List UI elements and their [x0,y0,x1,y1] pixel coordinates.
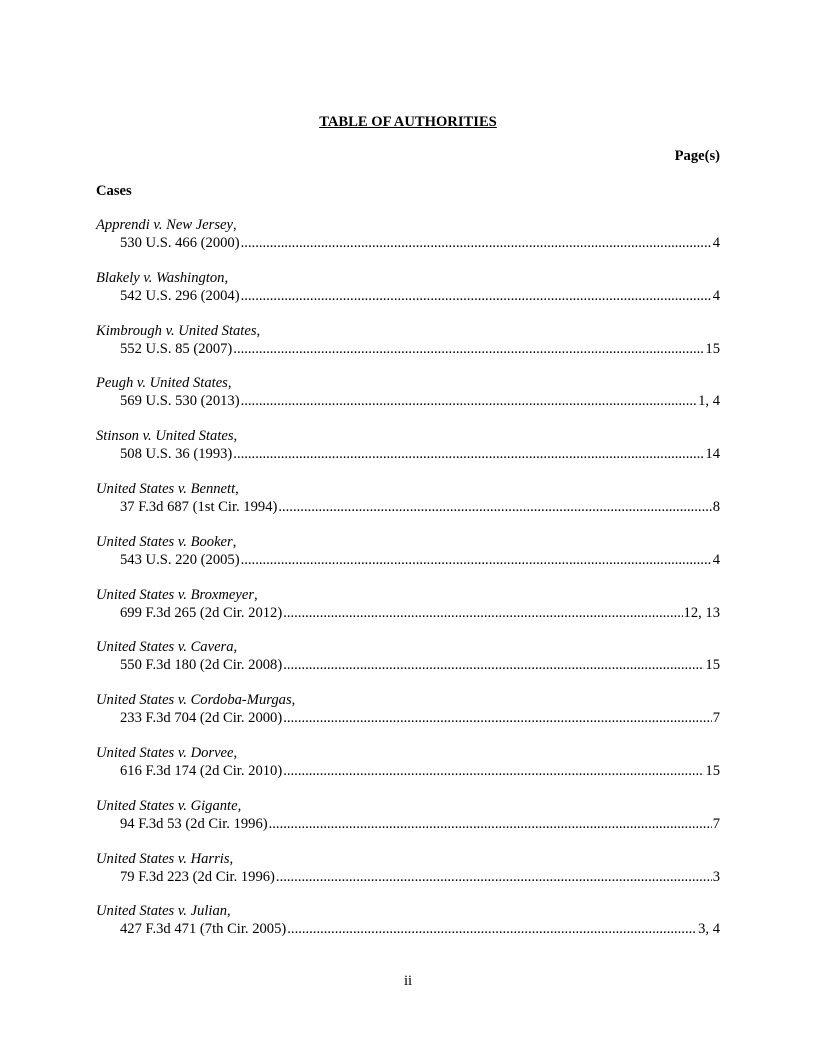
case-name: United States v. Cordoba-Murgas [96,692,292,709]
citation: 37 F.3d 687 (1st Cir. 1994) [120,498,278,515]
page-references: 3, 4 [698,921,720,938]
citation-line [96,498,720,516]
case-name: Kimbrough v. United States [96,322,257,339]
authority-entry [96,269,720,322]
page-references: 4 [712,235,720,251]
dot-leader [283,709,711,727]
citation: 543 U.S. 220 (2005) [120,551,240,568]
case-name-line: Blakely v. Washington, [96,269,229,286]
authority-entry [96,322,720,375]
authority-entry [96,744,720,797]
case-name: United States v. Cavera [96,639,234,656]
case-name-line: Stinson v. United States, [96,428,238,445]
case-name-line: United States v. Gigante, [96,797,242,814]
citation: 508 U.S. 36 (1993) [120,446,233,463]
case-name-line: United States v. Cordoba-Murgas, [96,692,296,709]
case-name-line: Kimbrough v. United States, [96,322,261,339]
page-references: 15 [705,340,720,357]
page-references: 4 [712,551,720,568]
citation-line [96,656,720,674]
authority-entry [96,533,720,586]
dot-leader [287,920,697,938]
case-name: Stinson v. United States [96,428,234,445]
authority-entry [96,480,720,533]
page-references: 7 [712,710,720,727]
case-name: United States v. Bennett [96,480,236,497]
dot-leader [283,762,704,780]
page-number: ii [403,973,413,989]
pages-column-heading: Page(s) [674,148,720,164]
authority-entry [96,797,720,850]
citation-line [96,709,720,727]
citation: 94 F.3d 53 (2d Cir. 1996) [120,815,268,832]
citation: 616 F.3d 174 (2d Cir. 2010) [120,762,283,779]
citation: 530 U.S. 466 (2000) [120,235,240,251]
authority-entry [96,902,720,955]
citation: 542 U.S. 296 (2004) [120,287,240,304]
dot-leader [269,815,712,833]
dot-leader [233,445,704,463]
citation: 233 F.3d 704 (2d Cir. 2000) [120,710,283,727]
page-references: 3 [712,868,720,885]
citation: 552 U.S. 85 (2007) [120,340,233,357]
citation-line [96,234,720,252]
page-references: 1, 4 [698,393,720,410]
case-name: United States v. Julian [96,903,228,920]
citation-line [96,445,720,463]
page-references: 7 [712,815,720,832]
dot-leader [283,656,704,674]
dot-leader [283,604,682,622]
authorities-list [96,216,720,955]
case-name-line: United States v. Julian, [96,903,231,920]
case-name: United States v. Booker [96,533,233,550]
page-references: 12, 13 [683,604,720,621]
case-name-line: Peugh v. United States, [96,375,232,392]
case-name-line: Apprendi v. New Jersey, [96,217,237,233]
citation: 699 F.3d 265 (2d Cir. 2012) [120,604,283,621]
authority-entry [96,850,720,903]
dot-leader [241,392,698,410]
citation-line [96,604,720,622]
case-name: United States v. Harris [96,850,230,867]
citation: 427 F.3d 471 (7th Cir. 2005) [120,921,287,938]
dot-leader [278,498,711,516]
case-name: United States v. Dorvee [96,744,234,761]
dot-leader [233,340,704,358]
citation-line [96,920,720,938]
case-name: United States v. Broxmeyer [96,586,255,603]
dot-leader [276,868,712,886]
citation-line [96,392,720,410]
case-name: Peugh v. United States [96,375,228,392]
authority-entry [96,374,720,427]
dot-leader [241,287,712,305]
citation-line [96,287,720,305]
citation-line [96,340,720,358]
citation: 569 U.S. 530 (2013) [120,393,240,410]
page-references: 4 [712,287,720,304]
page-references: 15 [705,762,720,779]
document-page [96,0,720,1056]
authority-entry [96,586,720,639]
case-name-line: United States v. Cavera, [96,639,238,656]
section-heading-cases: Cases [96,183,132,199]
page-title: TABLE OF AUTHORITIES [319,114,497,130]
case-name: United States v. Gigante [96,797,238,814]
authority-entry [96,638,720,691]
page-references: 8 [712,498,720,515]
page-references: 15 [705,657,720,674]
citation: 550 F.3d 180 (2d Cir. 2008) [120,657,283,674]
dot-leader [241,551,712,569]
case-name-line: United States v. Dorvee, [96,744,238,761]
case-name-line: United States v. Booker, [96,533,237,550]
case-name: Apprendi v. New Jersey [96,217,233,233]
citation: 79 F.3d 223 (2d Cir. 1996) [120,868,275,885]
case-name: Blakely v. Washington [96,269,225,286]
authority-entry [96,427,720,480]
case-name-line: United States v. Bennett, [96,480,239,497]
page-references: 14 [705,446,720,463]
case-name-line: United States v. Broxmeyer, [96,586,258,603]
citation-line [96,551,720,569]
authority-entry [96,216,720,269]
citation-line [96,762,720,780]
citation-line [96,868,720,886]
case-name-line: United States v. Harris, [96,850,234,867]
authority-entry [96,691,720,744]
dot-leader [241,234,712,252]
citation-line [96,815,720,833]
